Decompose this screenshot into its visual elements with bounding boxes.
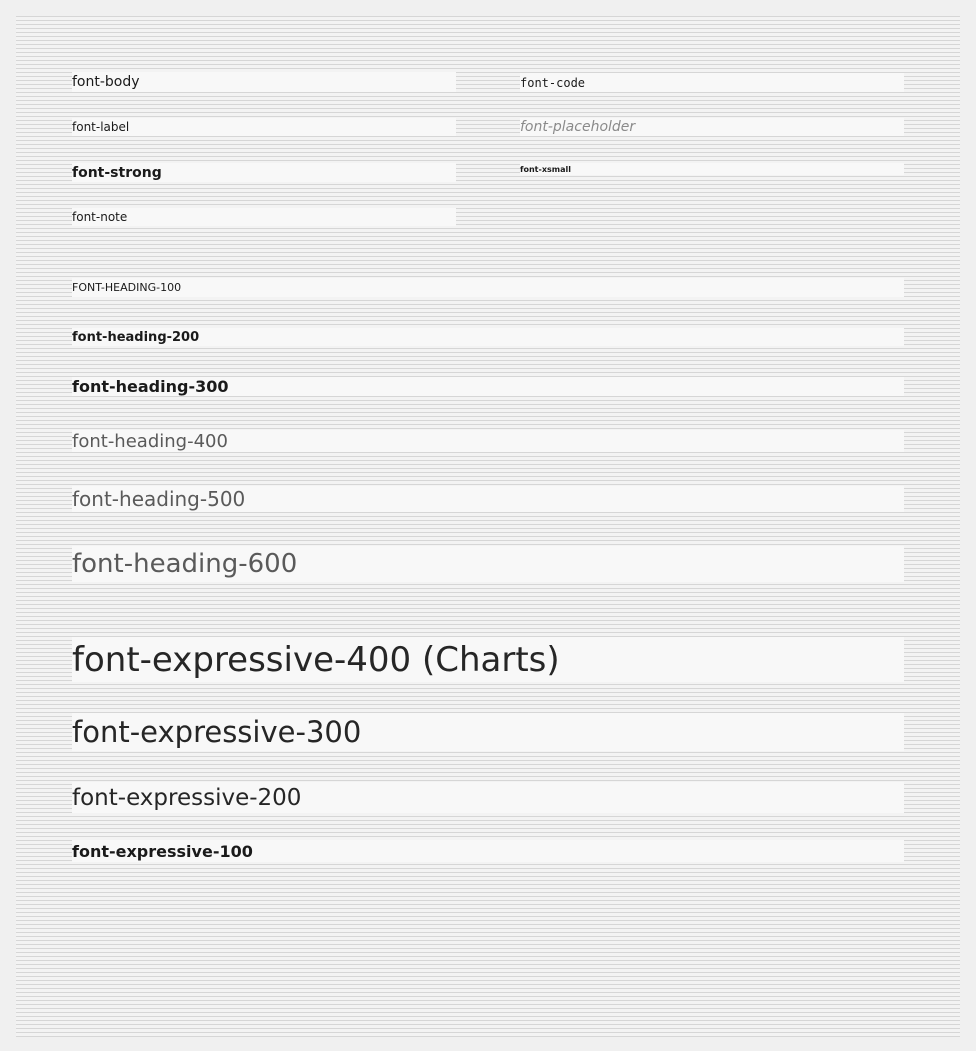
sample-font-heading-600: font-heading-600 [72, 546, 904, 582]
sample-font-body: font-body [72, 72, 456, 92]
sample-font-xsmall: font-xsmall [520, 163, 904, 175]
sample-font-expressive-300: font-expressive-300 [72, 713, 904, 751]
sample-font-expressive-400: font-expressive-400 (Charts) [72, 637, 904, 682]
sample-font-heading-500: font-heading-500 [72, 486, 904, 512]
sample-font-strong: font-strong [72, 163, 456, 182]
sample-font-placeholder: font-placeholder [520, 118, 904, 136]
sample-font-code: font-code [520, 73, 904, 92]
sample-font-heading-100: FONT-HEADING-100 [72, 278, 904, 297]
sample-font-expressive-200: font-expressive-200 [72, 782, 904, 813]
sample-font-note: font-note [72, 208, 456, 226]
sample-font-label: font-label [72, 118, 456, 136]
sample-font-expressive-100: font-expressive-100 [72, 840, 904, 862]
sample-font-heading-400: font-heading-400 [72, 430, 904, 452]
sample-font-heading-300: font-heading-300 [72, 377, 904, 396]
sample-font-heading-200: font-heading-200 [72, 328, 904, 346]
